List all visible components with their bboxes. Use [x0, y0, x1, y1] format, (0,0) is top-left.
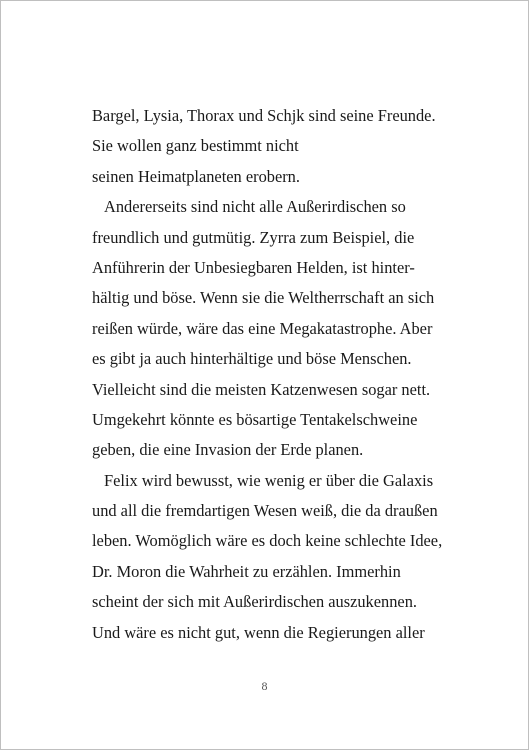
text-line: geben, die eine Invasion der Erde planen. — [92, 440, 364, 460]
text-line: Vielleicht sind die meisten Katzenwesen sogar nett. — [92, 379, 431, 399]
text-line: hältig und böse. Wenn sie die Weltherrschaft an sich — [92, 288, 435, 308]
body-text — [92, 101, 472, 648]
text-line: seinen Heimatplaneten erobern. — [92, 166, 300, 186]
text-line: Anführerin der Unbesiegbaren Helden, ist hinter- — [92, 257, 415, 277]
paragraph-start-line: Andererseits sind nicht alle Außerirdischen so — [104, 197, 406, 217]
text-line: freundlich und gutmütig. Zyrra zum Beispiel, die — [92, 227, 415, 247]
page-number: 8 — [261, 679, 268, 693]
text-line: Sie wollen ganz bestimmt nicht — [92, 136, 299, 156]
text-line: Dr. Moron die Wahrheit zu erzählen. Immerhin — [92, 561, 401, 581]
text-line: Umgekehrt könnte es bösartige Tentakelschweine — [92, 409, 418, 429]
text-line: und all die fremdartigen Wesen weiß, die da draußen — [92, 501, 438, 521]
paragraph-start-line: Felix wird bewusst, wie wenig er über die Galaxis — [104, 470, 434, 490]
text-line: reißen würde, wäre das eine Megakatastrophe. Aber — [92, 318, 433, 338]
text-line: Bargel, Lysia, Thorax und Schjk sind seine Freunde. — [92, 106, 436, 125]
text-line: Und wäre es nicht gut, wenn die Regierungen aller — [92, 622, 425, 642]
text-line: es gibt ja auch hinterhältige und böse Menschen. — [92, 349, 412, 369]
text-line: leben. Womöglich wäre es doch keine schlechte Idee, — [92, 531, 443, 551]
text-line: scheint der sich mit Außerirdischen auszukennen. — [92, 592, 417, 612]
